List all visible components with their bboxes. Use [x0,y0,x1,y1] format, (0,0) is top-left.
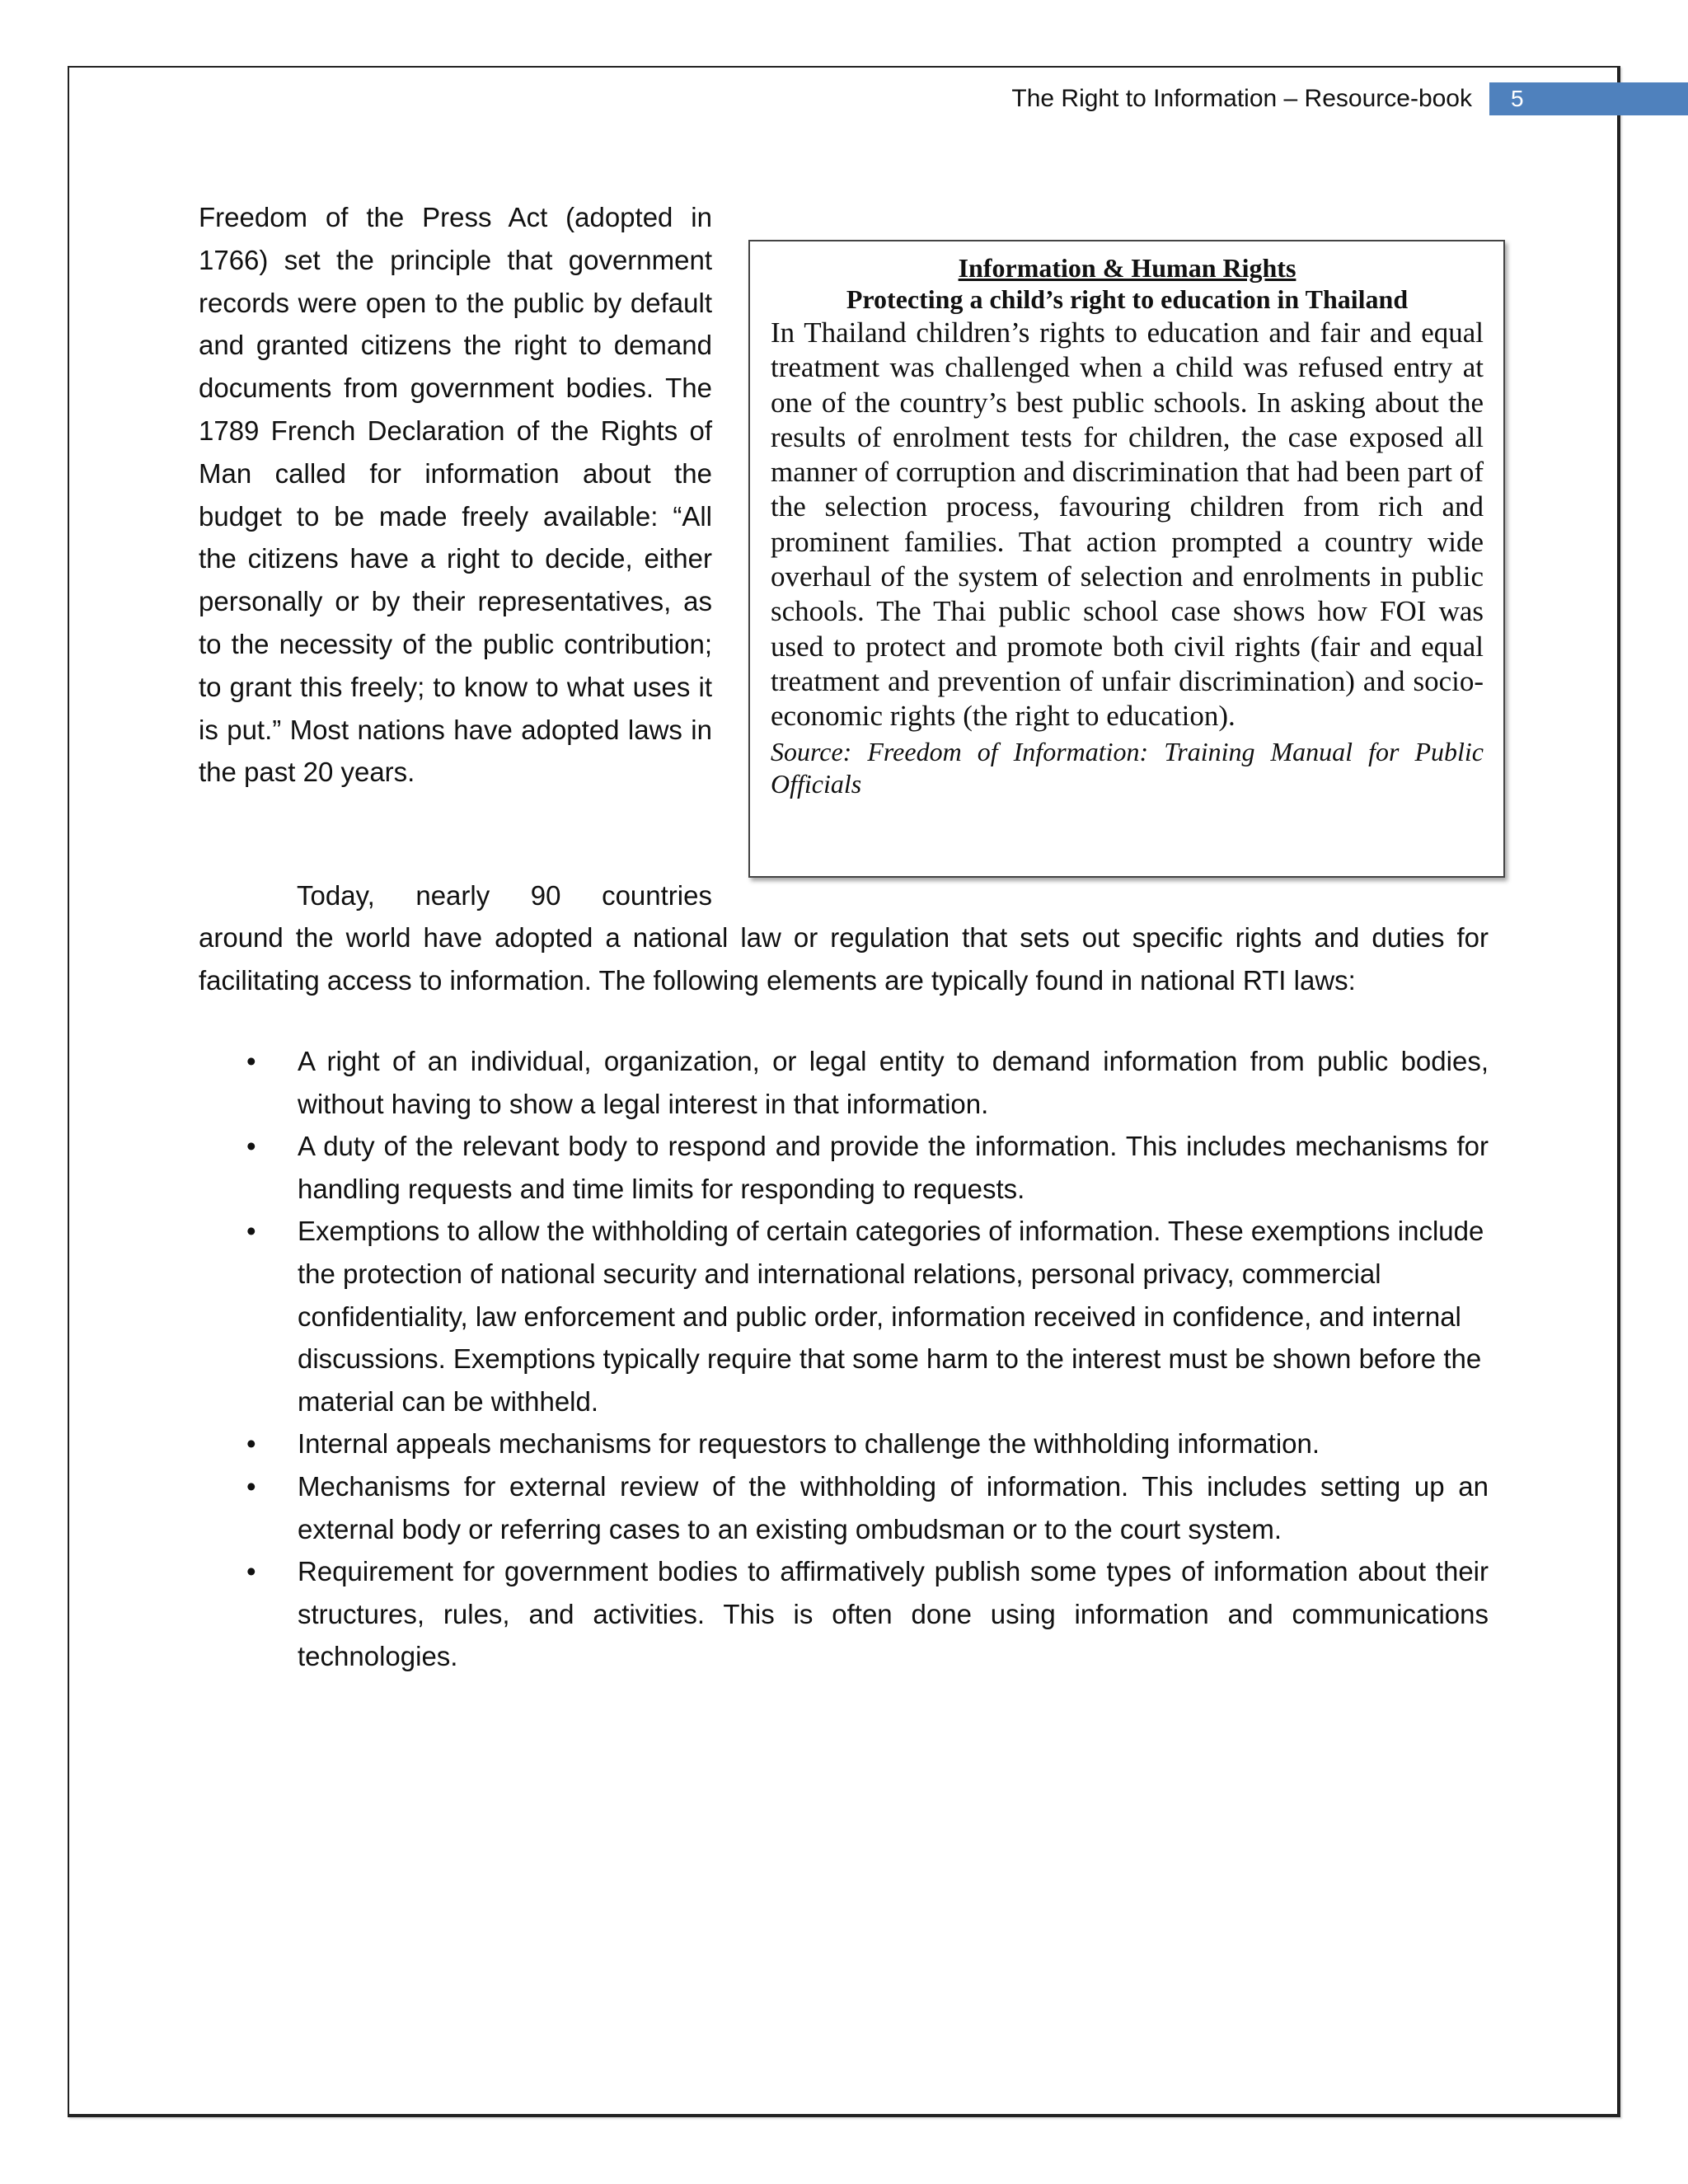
list-item [199,1465,1489,1550]
info-box-subtitle: Protecting a child’s right to education in Thailand [846,284,1409,314]
list-item-text: Mechanisms for external review of the withholding of information. This includes setting up an external body or referring cases to an existing ombudsman or to the court system. [298,1470,1489,1544]
rti-elements-list [199,1040,1489,1678]
bullet-icon: • [246,1216,256,1247]
info-box-body: In Thailand children’s rights to education and fair and equal treatment was challenged when a child was refused entry at one of the country’s best public schools. In asking about the results of enrolment tests for children, the case exposed all manner of corruption and discrimination that had been part of the selection process, favouring children from rich and prominent families. That action prompted a country wide overhaul of the system of selection and enrolments in public schools. The Thai public school case shows how FOI was used to protect and promote both civil rights (fair and equal treatment and prevention of unfair discrimination) and socio-economic rights (the right to education). [771,316,1484,733]
info-box-source: Source: Freedom of Information: Training Manual for Public Officials [771,736,1484,799]
paragraph-line: facilitating access to information. The following elements are typically found in national RTI laws: [199,964,1356,996]
list-item-text: Internal appeals mechanisms for requestors to challenge the withholding information. [298,1428,1320,1460]
info-box-title: Information & Human Rights [958,253,1296,283]
page-number-tab [1489,82,1688,115]
bullet-icon: • [246,1428,256,1460]
word: 90 [530,880,561,911]
info-box [748,240,1505,878]
bullet-icon: • [246,1556,256,1587]
list-item [199,1550,1489,1678]
list-item [199,1210,1489,1422]
bullet-icon: • [246,1131,256,1162]
list-item [199,1422,1489,1465]
list-item-text: A duty of the relevant body to respond and provide the information. This includes mechanisms for handling requests and time limits for responding to requests. [298,1131,1489,1204]
bullet-icon: • [246,1046,256,1076]
list-item [199,1040,1489,1125]
word: countries [602,880,712,911]
page-number: 5 [1511,86,1524,111]
today-paragraph-continuation [199,916,1489,1002]
word: Today, [297,880,375,911]
list-item [199,1125,1489,1210]
word: nearly [415,880,490,911]
paragraph-line: around the world have adopted a national law or regulation that sets out specific rights and duties for [199,922,1489,953]
today-paragraph-first-line [297,874,712,917]
list-item-text: A right of an individual, organization, or legal entity to demand information from public bodies, without having to show a legal interest in that information. [298,1046,1489,1119]
bullet-icon: • [246,1470,256,1502]
left-column-paragraph: Freedom of the Press Act (adopted in 1766) set the principle that government records were open to the public by default and granted citizens the right to demand documents from government bodies. The 1789 French Declaration of the Rights of Man called for information about the budget to be made freely available: “All the citizens have a right to decide, either personally or by their representatives, as to the necessity of the public contribution; to grant this freely; to know to what uses it is put.” Most nations have adopted laws in the past 20 years. [199,202,712,788]
list-item-text: Exemptions to allow the withholding of certain categories of information. These exemptions include the protection of national security and international relations, personal privacy, commercial confidentiality, law enforcement and public order, information received in confidence, and internal discussions. Exemptions typically require that some harm to the interest must be shown before the material can be withheld. [298,1216,1484,1417]
list-item-text: Requirement for government bodies to affirmatively publish some types of information about their structures, rules, and activities. This is often done using information and communications technologies. [298,1556,1489,1672]
running-header-title: The Right to Information – Resource-book [1011,85,1472,112]
